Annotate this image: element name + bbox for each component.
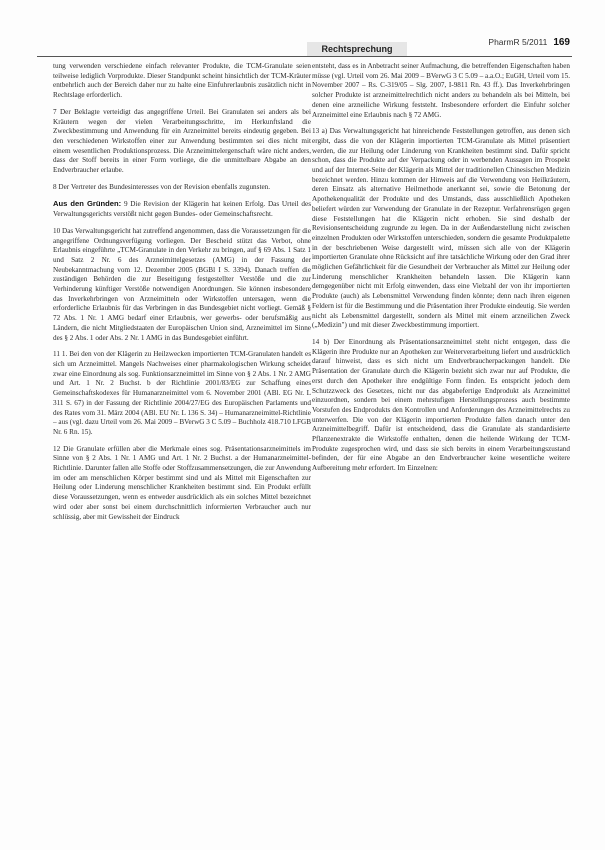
paragraph-12: 12 Die Granulate erfüllen aber die Merkmale eines sog. Präsentationsarzneimittels im Sinne von § 2 Abs. 1 Nr. 1 AMG und Art. 1 Nr. 2 Buchst. a der Humanarzneimittel-Richtlinie. Darunter fallen alle Stoffe oder Stoffzusammensetzungen, die zur Anwendung im oder am menschlichen Körper bestimmt sind und als Mittel mit Eigenschaften zur Heilung oder Linderung menschlicher Krankheiten bestimmt sind. Ein Produkt erfüllt diese Voraussetzungen, wenn es entweder ausdrücklich als ein solches Mittel bezeichnet wird oder aber sonst bei einem durchschnittlich informierten Verbraucher auch nur schlüssig, aber mit Gewissheit der Eindruck <box>53 444 311 521</box>
section-title: Rechtsprechung <box>307 42 407 56</box>
grounds-section <box>53 199 311 219</box>
left-column <box>53 62 311 832</box>
paragraph-13: 13 a) Das Verwaltungsgericht hat hinreichende Feststellungen getroffen, aus denen sich ergibt, dass die von der Klägerin importierten TCM-Granulate als Mittel präsentiert werden, die zur Heilung oder Linderung von Krankheiten bestimmt sind. Dafür spricht schon, dass die Produkte auf der Verpackung oder in werbenden Aussagen im Prospekt und auf der Internet-Seite der Klägerin als Mittel der traditionellen Chinesischen Medizin bezeichnet werden. Hinzu kommen der Hinweis auf die Verwendung von Heilkräutern, deren Einsatz als alternative Heilmethode anerkannt sei, sowie die Betonung der Apothekenqualität der Produkte und des Umstands, dass ausschließlich Apotheken beliefert würden zur Verwendung der Granulate in der Rezeptur. Verfahrensrügen gegen diese Feststellungen hat die Klägerin nicht erhoben. Sie sind deshalb der Revisionsentscheidung zugrunde zu legen. Da in der Außendarstellung nicht zwischen einzelnen Produkten oder Wirkstoffen unterschieden, sondern die gesamte Produktpalette in der beschriebenen Weise dargestellt wird, müssen sich alle von der Klägerin importierten Granulate ohne Rücksicht auf ihre tatsächliche Wirkung oder den Grad ihrer möglichen Gefährlichkeit für die Gesundheit der Verbraucher als Mittel zur Heilung oder Linderung menschlicher Krankheiten behandeln lassen. Die Klägerin kann demgegenüber nicht mit Erfolg einwenden, dass eine Vielzahl der von ihr importierten Produkte (auch) als Lebensmittel Verwendung finden könnte; denn nach ihren eigenen Feldern ist für die Bestimmung und die Präsentation ihrer Produkte eindeutig. Sie werden nicht als Lebensmittel dargestellt, sondern als Mittel mit einem arzneilichen Zweck („Medizin") und mit dieser Zweckbestimmung importiert. <box>312 127 570 330</box>
paragraph-12-continued: entsteht, dass es in Anbetracht seiner Aufmachung, die betreffenden Eigenschaften haben müsse (vgl. Urteil vom 26. Mai 2009 – BVerwG 3 C 5.09 – a.a.O.; EuGH, Urteil vom 15. November 2007 – Rs. C-319/05 – Slg. 2007, I-9811 Rn. 43 ff.). Das Inverkehrbringen solcher Produkte ist arzneimittelrechtlich nicht anders zu behandeln als bei Mitteln, bei denen eine arzneiliche Wirkung feststeht. Insbesondere erfordert die Einfuhr solcher Arzneimittel eine Erlaubnis nach § 72 AMG. <box>312 62 570 119</box>
journal-issue: PharmR 5/2011 <box>488 37 548 47</box>
page-header <box>37 36 572 57</box>
paragraph-10: 10 Das Verwaltungsgericht hat zutreffend angenommen, dass die Voraussetzungen für die angegriffene Ordnungsverfügung vorliegen. Der Bescheid stützt das Verbot, ohne Erlaubnis eingeführte „TCM-Granulate in den Verkehr zu bringen, auf § 69 Abs. 1 Satz 1 und Satz 2 Nr. 6 des Arzneimittelgesetzes (AMG) in der Fassung der Neubekanntmachung vom 12. Dezember 2005 (BGBl I S. 3394). Danach treffen die zuständigen Behörden die zur Beseitigung festgestellter Verstöße und die zur Verhinderung künftiger Verstöße notwendigen Anordnungen. Sie können insbesondere das Inverkehrbringen von Arzneimitteln oder Wirkstoffen untersagen, wenn die erforderliche Erlaubnis für das Verbringen in das Bundesgebiet nicht vorliegt. Gemäß § 72 Abs. 1 Nr. 1 AMG bedarf einer Erlaubnis, wer gewerbs- oder berufsmäßig aus Ländern, die nicht Mitgliedstaaten der Europäischen Union sind, Arzneimittel im Sinne des § 2 Abs. 1 oder Abs. 2 Nr. 1 AMG in das Bundesgebiet einführt. <box>53 226 311 342</box>
page-number: 169 <box>553 37 570 48</box>
right-column <box>312 62 570 832</box>
paragraph-11: 11 1. Bei den von der Klägerin zu Heilzwecken importierten TCM-Granulaten handelt es sich um Arzneimittel. Mangels Nachweises einer pharmakologischen Wirkung scheidet zwar eine Einordnung als sog. Funktionsarzneimittel im Sinne von § 2 Abs. 1 Nr. 2 AMG und Art. 1 Nr. 2 Buchst. b der Richtlinie 2001/83/EG zur Schaffung eines Gemeinschaftskodexes für Humanarzneimittel vom 6. November 2001 (ABl. EG Nr. L 311 S. 67) in der Fassung der Richtlinie 2004/27/EG des Europäischen Parlaments und des Rates vom 31. März 2004 (ABl. EU Nr. L 136 S. 34) – Humanarzneimittel-Richtlinie – aus (vgl. dazu Urteil vom 26. Mai 2009 – BVerwG 3 C 5.09 – Buchholz 418.710 LFGB Nr. 6 Rn. 15). <box>53 350 311 436</box>
paragraph-9: 9 Die Revision der Klägerin hat keinen Erfolg. Das Urteil des Verwaltungsgerichts verstößt nicht gegen Bundes- oder Gemeinschaftsrecht. <box>53 200 311 219</box>
paragraph-7: 7 Der Beklagte verteidigt das angegriffene Urteil. Bei Granulaten sei anders als bei Kräutern wegen der vielen Verarbeitungsschritte, im Herkunftsland die Zweckbestimmung und Anwendung für ein Arzneimittel bereits eindeutig gegeben. Bei den verschiedenen Wirkstoffen einer zur Anwendung bestimmten sei dies nicht mit einem wesentlichen Produktionsprozess. Die Arzneimittelergenschaft wäre nicht anders, dass der Stoff bereits in einer Form vorliege, die die unmittelbare Abgabe an den Endverbraucher erlaube. <box>53 107 311 175</box>
paragraph-14: 14 b) Der Einordnung als Präsentationsarzneimittel steht nicht entgegen, dass die Klägerin ihre Produkte nur an Apotheken zur Weiterverarbeitung liefert und ausdrücklich darauf hinweist, dass es sich nicht um Endverbraucherpackungen handelt. Die Präsentation der Granulate durch die Klägerin bezieht sich zwar nur auf Produkte, die erst durch den Apotheker ihre endgültige Form finden. Es entspricht jedoch dem Schutzzweck des Gesetzes, nicht nur das abgabefertige Endprodukt als Arzneimittel einzuordnen, sondern bei einem mehrstufigen Herstellungsprozess auch bestimmte Vorstufen des Endprodukts den Kontrollen und Anforderungen des Arzneimittelrechts zu unterwerfen. Die von der Klägerin importierten Produkte fallen danach unter den Arzneimittelbegriff. Dafür ist entscheidend, dass die Granulate als standardisierte Pflanzenextrakte die Wirkstoffe enthalten, denen die heilende Wirkung der TCM-Produkte zugesprochen wird, und dass sie sich bereits in einem Verarbeitungszustand befinden, der für eine Abgabe an den Endverbraucher keine wesentliche weitere Aufbereitung mehr erfordert. Im Einzelnen: <box>312 337 570 473</box>
grounds-heading: Aus den Gründen: <box>53 199 122 209</box>
paragraph-8: 8 Der Vertreter des Bundesinteresses von der Revision ebenfalls zugunsten. <box>53 182 271 191</box>
paragraph-intro: tung verwenden verschiedene einfach relevanter Produkte, die TCM-Granulate seien teilweise lediglich Vorprodukte. Dieser Standpunkt scheint hinsichtlich der TCM-Kräuter entbehrlich auch der Bereich daher nur zu halte eine Einfuhrerlaubnis zusätzlich nicht in Rechtslage erforderlich. <box>53 62 311 100</box>
journal-reference <box>488 37 570 48</box>
